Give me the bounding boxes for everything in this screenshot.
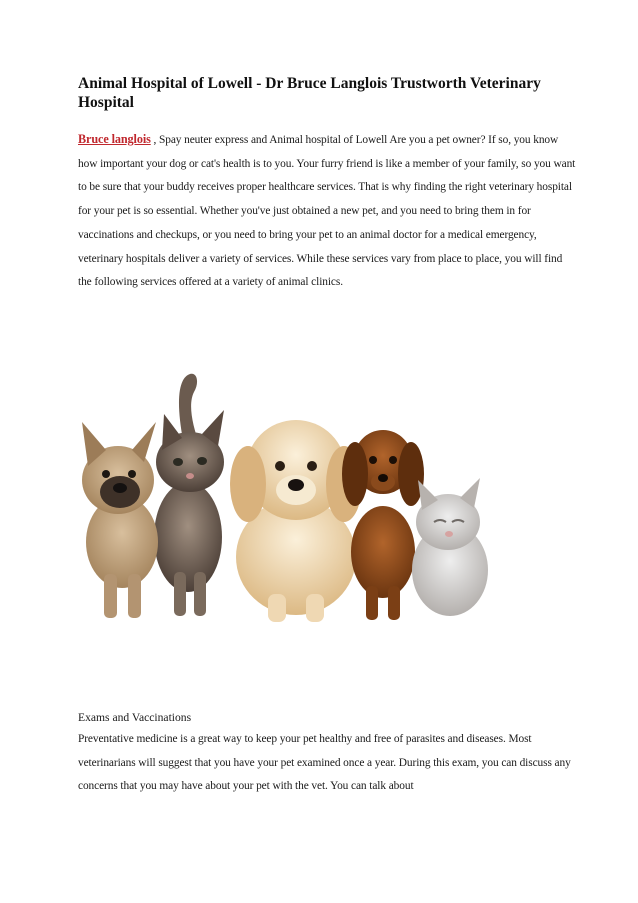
dachshund-puppy — [342, 430, 424, 620]
bruce-langlois-link[interactable]: Bruce langlois — [78, 132, 151, 146]
section-paragraph: Preventative medicine is a great way to keep your pet healthy and free of parasites and diseases. Most veterinarians will suggest that you have your pet examined once a year. During this exam, you can discuss any concerns that you may have about your pet with the vet. You can talk about — [78, 733, 571, 793]
page-title: Animal Hospital of Lowell - Dr Bruce Langlois Trustworth Veterinary Hospital — [78, 75, 541, 111]
french-bulldog — [82, 422, 158, 618]
tabby-kitten — [154, 374, 224, 616]
section-title: Exams and Vaccinations — [78, 711, 192, 724]
grey-cat — [412, 478, 488, 616]
intro-text: , Spay neuter express and Animal hospital of Lowell Are you a pet owner? If so, you know how important your dog or cat's health is to you. Your furry friend is like a member of your family, so you want to be sure that your buddy receives proper healthcare services. That is why finding the right veterinary hospital for your pet is so essential. Whether you've just obtained a new pet, and you need to bring them in for vaccinations and checkups, or you need to bring your pet to an animal doctor for a medical emergency, veterinary hospitals deliver a variety of services. While these services vary from place to place, you will find the following services offered at a variety of animal clinics. — [78, 134, 576, 289]
pets-photo — [78, 362, 488, 624]
golden-puppy — [230, 420, 362, 622]
intro-paragraph — [78, 128, 578, 295]
